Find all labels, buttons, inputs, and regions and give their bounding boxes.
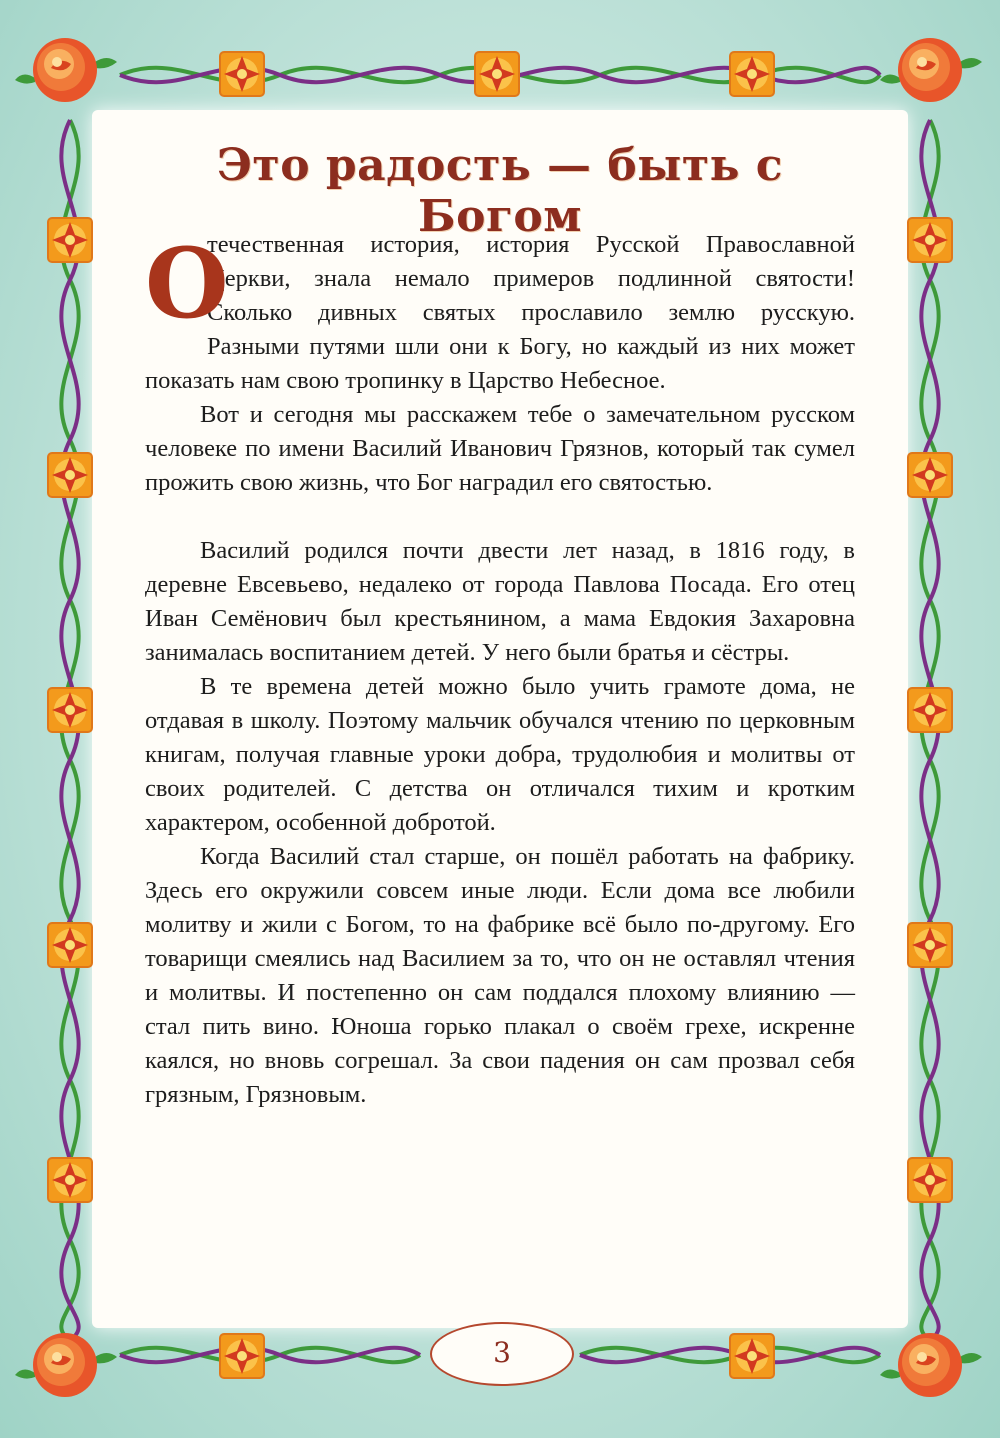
- paragraph: Вот и сегодня мы расскажем тебе о замечательном русском человеке по имени Василий Иванович Грязнов, который так сумел прожить свою жизнь, что Бог наградил его святостью.: [145, 401, 855, 496]
- dropcap-letter: О: [145, 227, 229, 340]
- page-title: Это радость — быть с Богом: [216, 140, 784, 242]
- paragraph: Когда Василий стал старше, он пошёл работать на фабрику. Здесь его окружили совсем иные люди. Если дома все любили молитву и жили с Богом, то на фабрике всё было по-другому. Его товарищи смеялись над Василием за то, что он не оставлял чтения и молитвы. И постепенно он сам поддался плохому влиянию — стал пить вино. Юноша горько плакал о своём грехе, искренне каялся, но вновь согрешал. За свои падения он сам прозвал себя грязным, Грязновым.: [145, 843, 855, 1108]
- paragraph: [145, 228, 855, 398]
- paragraph: Василий родился почти двести лет назад, в 1816 году, в деревне Евсевьево, недалеко от города Павлова Посада. Его отец Иван Семёнович был крестьянином, а мама Евдокия Захаровна занималась воспитанием детей. У него были братья и сёстры.: [145, 537, 855, 666]
- dropcap: [145, 227, 229, 340]
- paragraph: В те времена детей можно было учить грамоте дома, не отдавая в школу. Поэтому мальчик обучался чтению по церковным книгам, получая главные уроки добра, трудолюбия и молитвы от своих родителей. С детства он отличался тихим и кротким характером, особенной добротой.: [145, 673, 855, 836]
- page-number: 3: [430, 1322, 574, 1386]
- article-body: [145, 228, 855, 1112]
- paragraph-text: течественная история, история Русской Православной Церкви, знала немало примеров подлинной святости! Сколько дивных святых прославило землю русскую. Разными путями шли они к Богу, но каждый из них может показать нам свою тропинку в Царство Небесное.: [145, 231, 855, 394]
